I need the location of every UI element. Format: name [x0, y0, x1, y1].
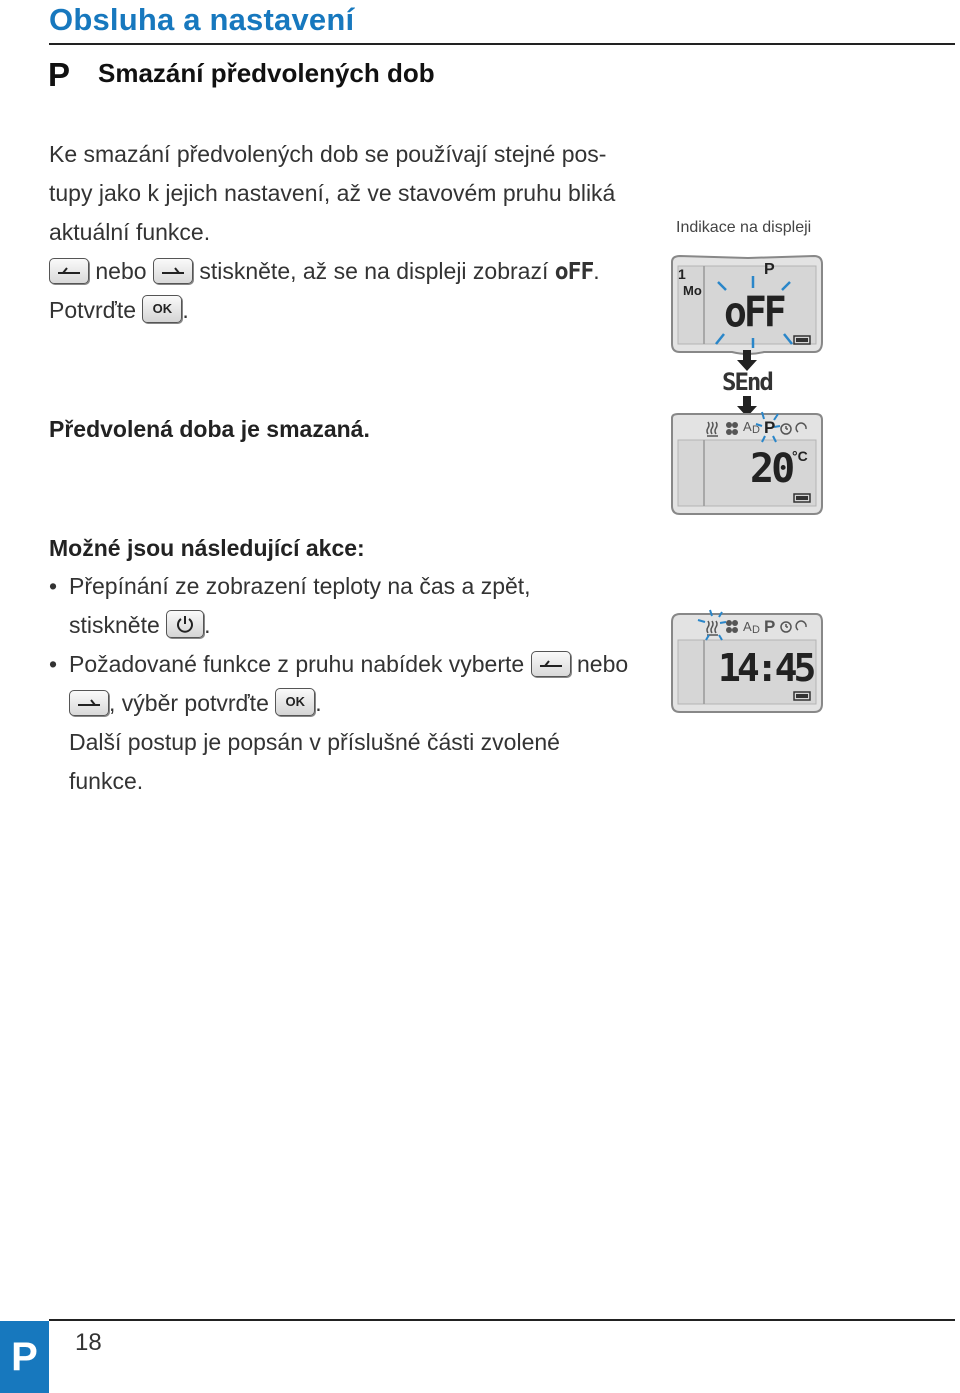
lcd-temperature-display: [668, 410, 828, 518]
page-title: Obsluha a nastavení: [49, 2, 355, 37]
lcd-send-text: SEnd: [722, 368, 772, 396]
bullet-1-line-1: [49, 573, 531, 600]
intro-line-1: Ke smazání předvolených dob se používají stejné pos-: [49, 141, 607, 167]
section-tab: P: [0, 1321, 49, 1393]
lcd-mode-d-2: D: [752, 624, 760, 636]
lcd-mode-d: D: [752, 424, 760, 436]
intro-paragraph: [49, 135, 649, 335]
bullet-dot-2: •: [49, 651, 58, 677]
ok-key-icon-2: OK: [275, 688, 315, 716]
further-line-2: funkce.: [69, 768, 144, 794]
lcd-off-display: [668, 252, 828, 364]
intro-line-3: aktuální funkce.: [49, 219, 211, 245]
lcd-time: 14:45: [718, 646, 813, 690]
bullet-2-line-2: [69, 690, 322, 719]
left-arrow-key-icon-2: [531, 651, 571, 677]
page-number: 18: [75, 1329, 102, 1356]
bullet-2-text: Požadované funkce z pruhu nabídek vyberte: [69, 651, 525, 677]
display-caption: Indikace na displeji: [676, 219, 812, 236]
section-title: Smazání předvolených dob: [98, 58, 435, 88]
lcd-time-display: [668, 608, 828, 718]
period-3: .: [204, 612, 211, 638]
lcd-program-letter-3: P: [764, 617, 776, 636]
right-arrow-key-icon: [153, 258, 193, 284]
press-text: stiskněte, až se na displeji zobrazí: [199, 258, 549, 284]
nebo-text: nebo: [95, 258, 147, 284]
section-letter: P: [48, 56, 71, 93]
period-4: .: [315, 690, 322, 716]
intro-line-4: [49, 252, 600, 292]
bullet-2-nebo: nebo: [576, 651, 629, 677]
intro-line-5: [49, 291, 189, 330]
period: .: [593, 258, 600, 284]
lcd-temp-unit: °C: [792, 448, 808, 464]
actions-heading: Možné jsou následující akce:: [49, 535, 365, 561]
deleted-heading: Předvolená doba je smazaná.: [49, 416, 370, 442]
lcd-off-text: oFF: [724, 287, 784, 337]
bullet-1-text: Přepínání ze zobrazení teploty na čas a zpět,: [69, 573, 531, 599]
lcd-day-name: Mo: [683, 283, 702, 298]
further-line-1: Další postup je popsán v příslušné části zvolené: [69, 729, 560, 755]
period-2: .: [182, 297, 189, 323]
left-arrow-key-icon: [49, 258, 89, 284]
confirm-text: Potvrďte: [49, 297, 137, 323]
lcd-mode-a: A: [743, 419, 752, 434]
ok-key-icon: OK: [142, 295, 182, 323]
power-key-icon: [166, 610, 204, 638]
lcd-day-number: 1: [678, 266, 686, 282]
bullet-dot: •: [49, 573, 58, 599]
bullet-1-press: stiskněte: [69, 612, 160, 638]
lcd-program-letter-2: P: [764, 418, 776, 437]
header-divider: [49, 43, 955, 45]
intro-line-2: tupy jako k jejich nastavení, až ve stavovém pruhu bliká: [49, 180, 616, 206]
footer-divider: [49, 1319, 955, 1321]
bullet-2-select: , výběr potvrďte: [109, 690, 269, 716]
lcd-temperature: 20: [750, 446, 793, 492]
bullet-2-line-1: [49, 651, 628, 679]
bullet-1-line-2: [69, 612, 211, 641]
off-symbol: oFF: [554, 259, 594, 285]
lcd-program-letter: P: [764, 261, 775, 278]
right-arrow-key-icon-2: [69, 690, 109, 716]
lcd-mode-a-2: A: [743, 619, 752, 634]
